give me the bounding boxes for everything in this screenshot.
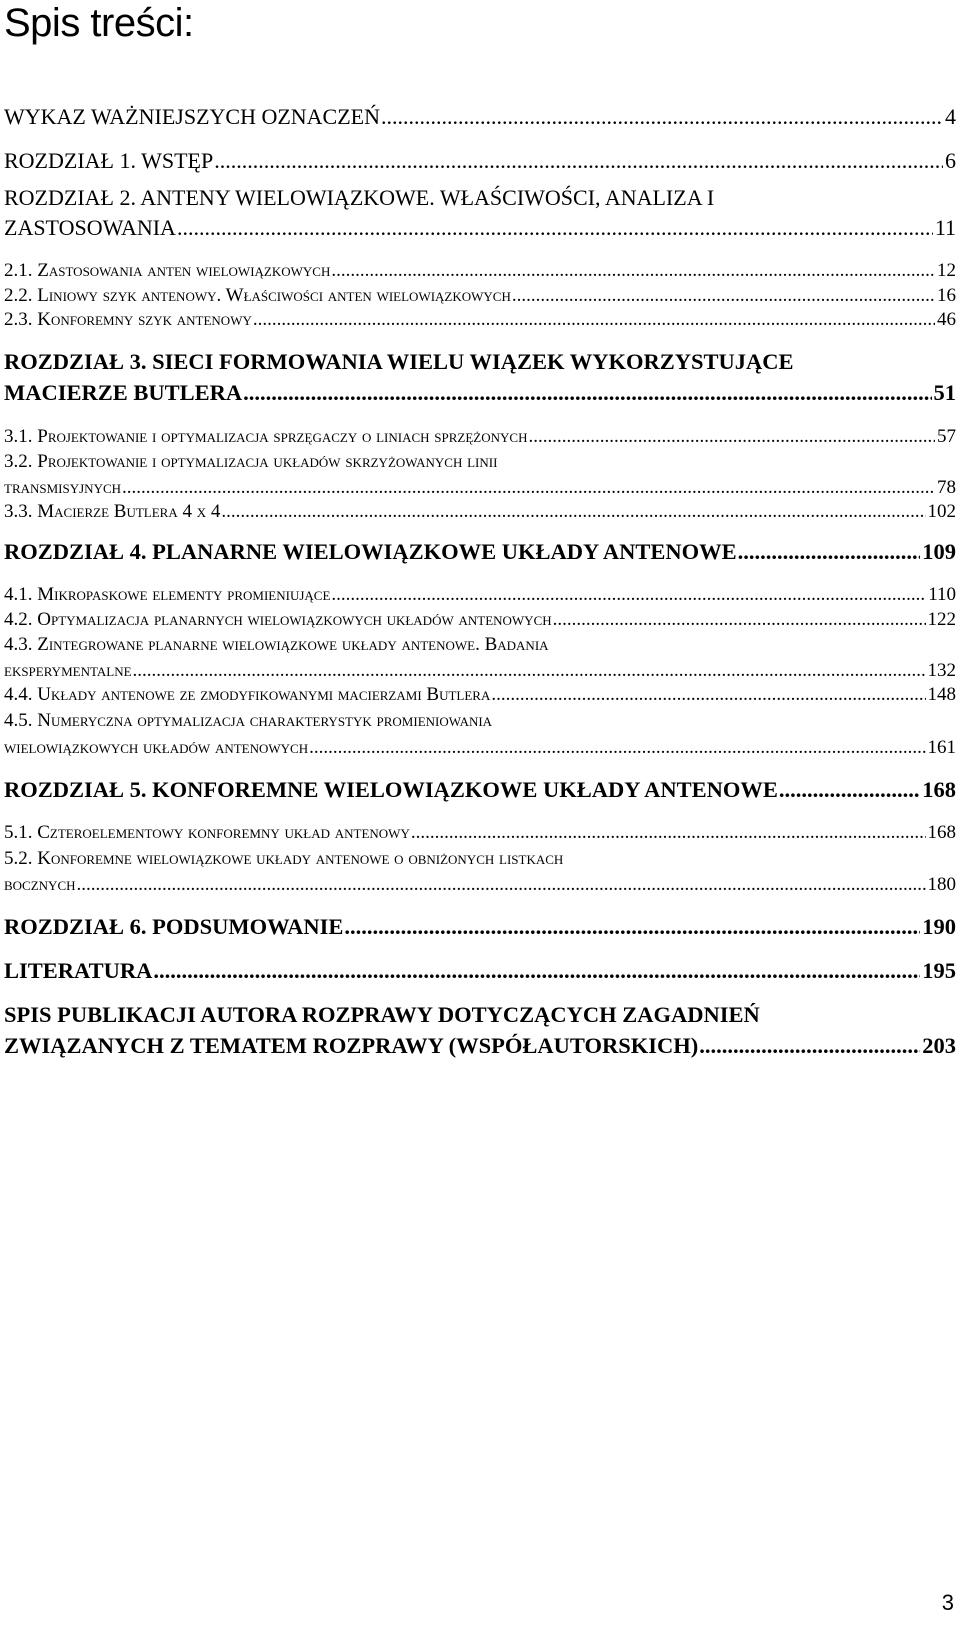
toc-page-number: 122 xyxy=(927,609,956,630)
toc-page-number: 11 xyxy=(934,215,956,240)
toc-entry-text: 4.1. Mikropaskowe elementy promieniujące xyxy=(4,584,331,605)
toc-entry-section-5-1[interactable] xyxy=(4,821,956,845)
toc-leader xyxy=(699,1033,920,1059)
toc-entry-section-5-2[interactable] xyxy=(4,847,956,871)
toc-page-number: 148 xyxy=(927,684,956,705)
toc-entry-text: 2.3. Konforemny szyk antenowy xyxy=(4,309,252,330)
toc-page-number: 12 xyxy=(937,260,956,281)
toc-leader xyxy=(221,500,925,524)
toc-leader xyxy=(344,914,920,940)
toc-entry-section-3-1[interactable] xyxy=(4,425,956,449)
toc-page-number: 110 xyxy=(928,584,956,605)
toc-entry-text: 3.3. Macierze Butlera 4 x 4 xyxy=(4,501,221,522)
toc-entry-text: MACIERZE BUTLERA xyxy=(4,380,243,405)
toc-page-number: 46 xyxy=(937,309,956,330)
toc-entry-bibliography[interactable] xyxy=(4,958,956,984)
toc-leader xyxy=(153,958,920,984)
toc-entry-text: 3.1. Projektowanie i optymalizacja sprzęgaczy o liniach sprzężonych xyxy=(4,426,528,447)
toc-entry-text: 5.1. Czteroelementowy konforemny układ antenowy xyxy=(4,822,410,843)
toc-entry-section-2-2[interactable] xyxy=(4,284,956,308)
toc-entry-text: 4.4. Układy antenowe ze zmodyfikowanymi macierzami Butlera xyxy=(4,684,491,705)
toc-leader xyxy=(779,777,920,803)
toc-entry-text: 4.3. Zintegrowane planarne wielowiązkowe układy antenowe. Badania xyxy=(4,634,549,655)
toc-page-number: 6 xyxy=(945,148,956,173)
toc-entry-section-3-2[interactable] xyxy=(4,450,956,474)
toc-entry-text: 4.5. Numeryczna optymalizacja charakterystyk promieniowania xyxy=(4,710,493,731)
toc-entry-section-3-3[interactable] xyxy=(4,500,956,524)
toc-entry-chapter-2[interactable] xyxy=(4,185,956,211)
toc-entry-section-4-4[interactable] xyxy=(4,683,956,707)
toc-entry-section-4-5-cont[interactable] xyxy=(4,736,956,760)
toc-entry-chapter-2-cont[interactable] xyxy=(4,215,956,241)
toc-entry-section-4-5[interactable] xyxy=(4,709,956,733)
toc-page-number: 78 xyxy=(937,477,956,498)
page-title: Spis treści: xyxy=(4,1,194,45)
toc-entry-chapter-1[interactable] xyxy=(4,148,956,174)
toc-leader xyxy=(381,104,943,130)
toc-entry-text: wielowiązkowych układów antenowych xyxy=(4,737,309,758)
toc-page-number: 161 xyxy=(927,737,956,758)
toc-entry-text: ROZDZIAŁ 4. PLANARNE WIELOWIĄZKOWE UKŁADY ANTENOWE xyxy=(4,539,737,564)
toc-leader xyxy=(528,425,935,449)
toc-page-number: 190 xyxy=(922,914,956,939)
toc-entry-section-4-1[interactable] xyxy=(4,583,956,607)
toc-entry-text: eksperymentalne xyxy=(4,660,132,681)
toc-entry-section-4-2[interactable] xyxy=(4,608,956,632)
toc-page-number: 168 xyxy=(927,822,956,843)
toc-entry-text: ZASTOSOWANIA xyxy=(4,215,176,240)
toc-page-number: 109 xyxy=(922,539,956,564)
toc-page-number: 195 xyxy=(922,958,956,983)
toc-page-number: 203 xyxy=(922,1033,956,1058)
toc-entry-text: 3.2. Projektowanie i optymalizacja układów skrzyżowanych linii xyxy=(4,451,498,472)
toc-leader xyxy=(243,380,931,406)
toc-leader xyxy=(491,683,925,707)
toc-page-number: 57 xyxy=(937,426,956,447)
toc-entry-section-2-3[interactable] xyxy=(4,308,956,332)
toc-page-number: 168 xyxy=(922,777,956,802)
toc-entry-text: transmisyjnych xyxy=(4,477,122,498)
toc-entry-chapter-5[interactable] xyxy=(4,777,956,803)
toc-entry-text: 5.2. Konforemne wielowiązkowe układy antenowe o obniżonych listkach xyxy=(4,848,564,869)
toc-entry-text: ZWIĄZANYCH Z TEMATEM ROZPRAWY (WSPÓŁAUTORSKICH) xyxy=(4,1033,699,1058)
toc-leader xyxy=(553,608,926,632)
toc-leader xyxy=(411,821,926,845)
toc-entry-chapter-4[interactable] xyxy=(4,539,956,565)
toc-leader xyxy=(214,148,943,174)
toc-leader xyxy=(253,308,935,332)
toc-leader xyxy=(738,539,921,565)
toc-entry-section-4-3-cont[interactable] xyxy=(4,659,956,683)
toc-entry-text: ROZDZIAŁ 2. ANTENY WIELOWIĄZKOWE. WŁAŚCIWOŚCI, ANALIZA I xyxy=(4,185,715,210)
toc-entry-text: ROZDZIAŁ 3. SIECI FORMOWANIA WIELU WIĄZEK WYKORZYSTUJĄCE xyxy=(4,349,794,374)
toc-page-number: 102 xyxy=(927,501,956,522)
toc-entry-section-5-2-cont[interactable] xyxy=(4,873,956,897)
toc-entry-chapter-3-cont[interactable] xyxy=(4,380,956,406)
toc-entry-text: bocznych xyxy=(4,874,76,895)
toc-page-number: 180 xyxy=(927,874,956,895)
toc-page-number: 4 xyxy=(945,104,956,129)
toc-entry-publications[interactable] xyxy=(4,1002,956,1028)
toc-entry-text: 4.2. Optymalizacja planarnych wielowiązkowych układów antenowych xyxy=(4,609,552,630)
toc-entry-section-2-1[interactable] xyxy=(4,259,956,283)
toc-leader xyxy=(122,476,935,500)
toc-entry-publications-cont[interactable] xyxy=(4,1033,956,1059)
toc-entry-text: WYKAZ WAŻNIEJSZYCH OZNACZEŃ xyxy=(4,104,380,129)
toc-leader xyxy=(309,736,925,760)
toc-leader xyxy=(77,873,926,897)
toc-page-number: 16 xyxy=(937,285,956,306)
toc-leader xyxy=(331,259,935,283)
page-number: 3 xyxy=(941,1590,954,1615)
toc-entry-section-4-3[interactable] xyxy=(4,633,956,657)
toc-entry-text: 2.1. Zastosowania anten wielowiązkowych xyxy=(4,260,331,281)
toc-page-number: 51 xyxy=(933,380,956,405)
toc-entry-text: 2.2. Liniowy szyk antenowy. Właściwości anten wielowiązkowych xyxy=(4,285,511,306)
toc-page-number: 132 xyxy=(927,660,956,681)
toc-leader xyxy=(177,215,933,241)
toc-entry-section-3-2-cont[interactable] xyxy=(4,476,956,500)
toc-entry-text: ROZDZIAŁ 6. PODSUMOWANIE xyxy=(4,914,344,939)
toc-entry-chapter-6[interactable] xyxy=(4,914,956,940)
toc-entry-text: SPIS PUBLIKACJI AUTORA ROZPRAWY DOTYCZĄCYCH ZAGADNIEŃ xyxy=(4,1002,760,1027)
toc-leader xyxy=(331,583,926,607)
toc-entry-front-matter[interactable] xyxy=(4,104,956,130)
toc-leader xyxy=(512,284,935,308)
toc-entry-text: ROZDZIAŁ 5. KONFOREMNE WIELOWIĄZKOWE UKŁADY ANTENOWE xyxy=(4,777,778,802)
toc-entry-chapter-3[interactable] xyxy=(4,349,956,375)
toc-entry-text: ROZDZIAŁ 1. WSTĘP xyxy=(4,148,214,173)
toc-leader xyxy=(133,659,926,683)
toc-entry-text: LITERATURA xyxy=(4,958,153,983)
